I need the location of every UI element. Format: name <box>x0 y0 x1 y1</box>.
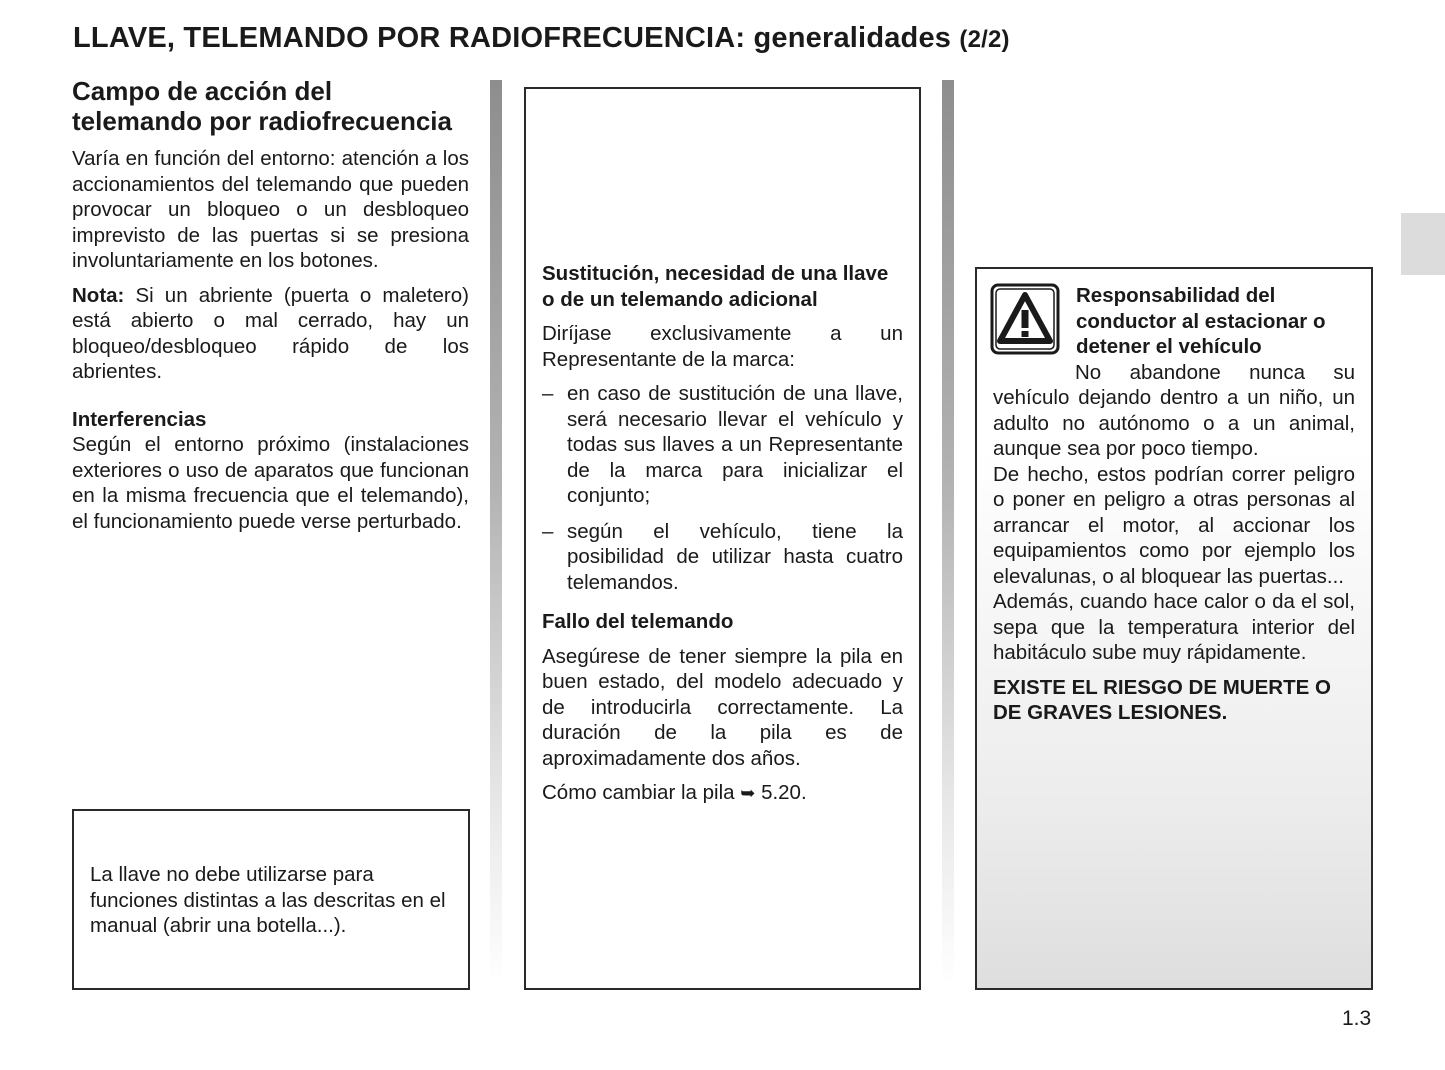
page-title <box>73 22 1010 55</box>
page-title-suffix: (2/2) <box>959 26 1010 53</box>
page-reference-link: 5.20. <box>761 781 807 804</box>
note-paragraph <box>72 283 469 385</box>
warning-paragraph-3: Además, cuando hace calor o da el sol, sepa que la temperatura interior del habitáculo sube muy rápidamente. <box>993 590 1355 664</box>
interference-paragraph: Según el entorno próximo (instalaciones exteriores o uso de aparatos que funcionan en la misma frecuencia que el telemando), el funcionamiento puede verse perturbado. <box>72 433 469 533</box>
warning-paragraph-1: No abandone nunca su vehículo dejando dentro a un niño, un adulto no autónomo o a un animal, aunque sea por poco tiempo. <box>993 360 1355 460</box>
list-item: – según el vehículo, tiene la posibilidad de utilizar hasta cuatro telemandos. <box>542 519 903 594</box>
chapter-tab <box>1401 213 1445 275</box>
note-label: Nota: <box>72 283 125 307</box>
key-usage-box <box>72 809 470 990</box>
warning-box <box>975 267 1373 990</box>
section-heading-range: Campo de acción del telemando por radiofrecuencia <box>72 76 452 136</box>
section-heading-interference: Interferencias <box>72 407 207 431</box>
warning-triangle-icon <box>990 283 1060 355</box>
section-heading-replacement: Sustitución, necesidad de una llave o de un telemando adicional <box>542 262 889 311</box>
column-left <box>72 76 469 543</box>
warning-paragraph-2: De hecho, estos podrían correr peligro o poner en peligro a otras personas al arrancar el motor, al accionar los equipamientos como por ejemplo los elevalunas, o al bloquear las puertas... <box>993 462 1355 588</box>
danger-statement: EXISTE EL RIESGO DE MUERTE O DE GRAVES LESIONES. <box>993 675 1331 724</box>
replacement-box <box>524 87 921 990</box>
section-heading-failure: Fallo del telemando <box>542 610 734 633</box>
list-dash: – <box>542 519 554 543</box>
page-number: 1.3 <box>1342 1007 1372 1030</box>
replacement-intro: Diríjase exclusivamente a un Representante de la marca: <box>542 322 903 371</box>
battery-reference: Cómo cambiar la pila ➥ 5.20. <box>542 781 807 804</box>
failure-paragraph: Asegúrese de tener siempre la pila en buen estado, del modelo adecuado y de introducirla correctamente. La duración de la pila es de aproximadamente dos años. <box>542 644 903 770</box>
list-dash: – <box>542 382 554 405</box>
arrow-right-icon: ➥ <box>740 783 756 803</box>
column-divider-left <box>490 80 502 985</box>
range-paragraph: Varía en función del entorno: atención a los accionamientos del telemando que pueden provocar un bloqueo o un desbloqueo imprevisto de las puertas si se presiona involuntariamente en los botones. <box>72 147 469 272</box>
list-item: – en caso de sustitución de una llave, será necesario llevar el vehículo y todas sus llaves a un Representante de la marca para inicializar el conjunto; <box>542 382 903 507</box>
warning-heading: Responsabilidad del conductor al estacionar o detener el vehículo <box>1076 284 1326 358</box>
column-divider-right <box>942 80 954 985</box>
page-title-main: LLAVE, TELEMANDO POR RADIOFRECUENCIA: generalidades <box>73 22 952 54</box>
note-text: Si un abriente (puerta o maletero) está abierto o mal cerrado, hay un bloqueo/desbloqueo rápido de los abrientes. <box>72 283 469 383</box>
warning-header <box>993 283 1355 360</box>
replacement-list <box>542 381 903 595</box>
key-usage-text: La llave no debe utilizarse para funciones distintas a las descritas en el manual (abrir una botella...). <box>90 863 446 937</box>
